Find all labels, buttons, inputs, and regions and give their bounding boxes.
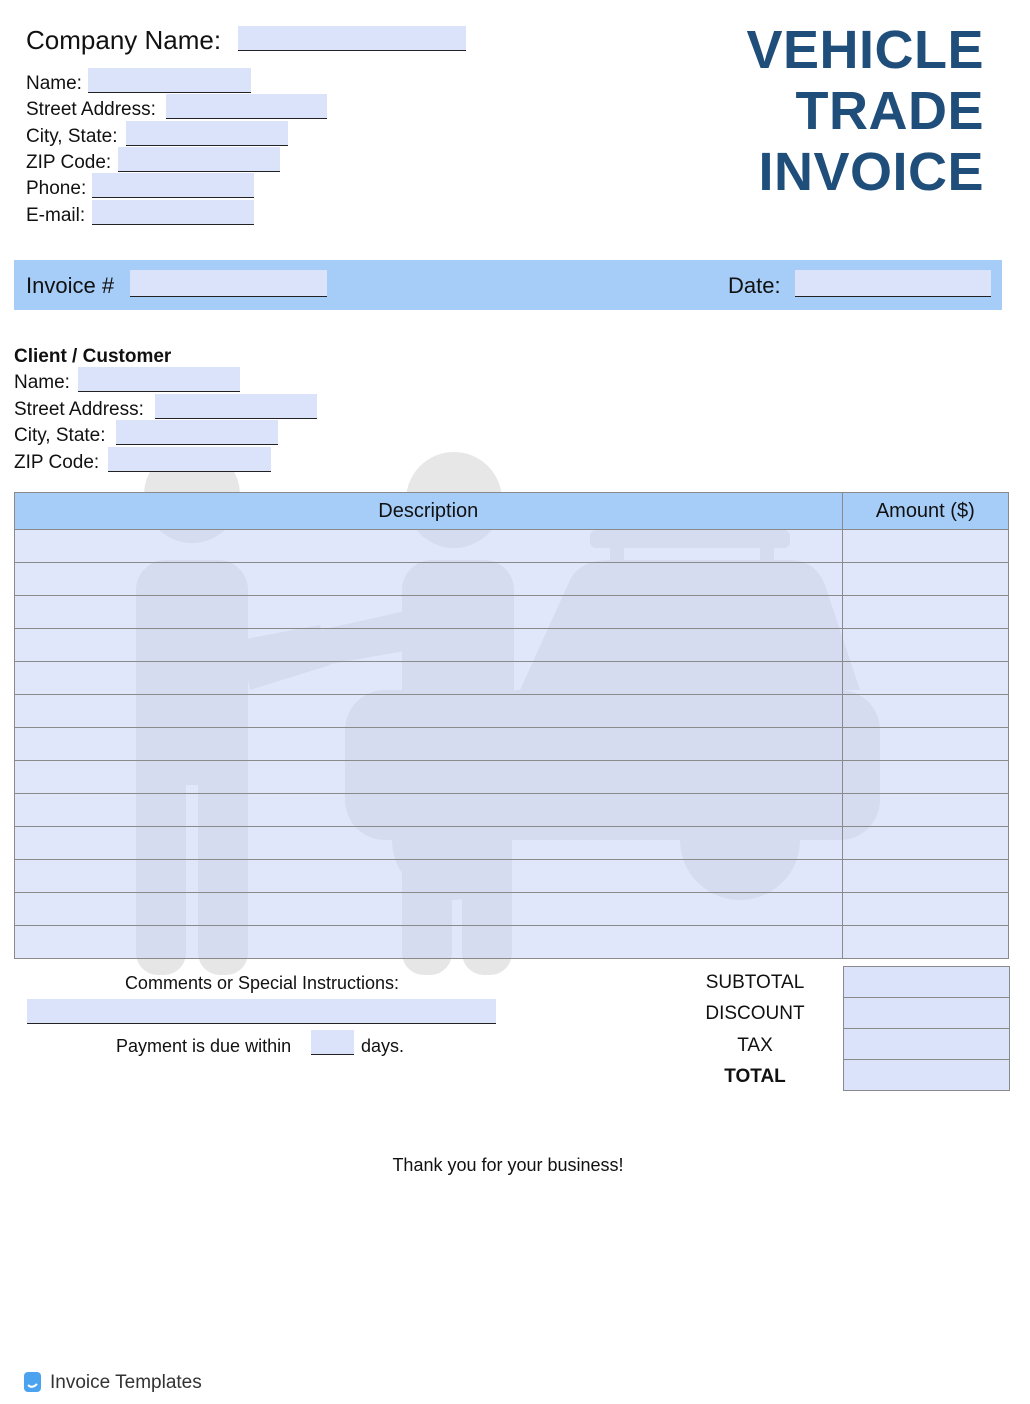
tax-field[interactable] bbox=[843, 1028, 1010, 1060]
company-zip-label: ZIP Code: bbox=[26, 152, 112, 173]
amount-cell[interactable] bbox=[842, 629, 1008, 662]
client-city-label: City, State: bbox=[14, 425, 106, 446]
table-row bbox=[15, 794, 1009, 827]
title-line-1: VEHICLE bbox=[746, 20, 984, 80]
payment-due-prefix: Payment is due within bbox=[116, 1036, 292, 1056]
table-row bbox=[15, 596, 1009, 629]
total-label: TOTAL bbox=[724, 1066, 786, 1087]
description-cell[interactable] bbox=[15, 860, 843, 893]
company-email-field[interactable] bbox=[92, 200, 254, 225]
company-street-field[interactable] bbox=[166, 94, 327, 119]
amount-cell[interactable] bbox=[842, 926, 1008, 959]
subtotal-label: SUBTOTAL bbox=[705, 972, 805, 993]
description-cell[interactable] bbox=[15, 695, 843, 728]
comments-label: Comments or Special Instructions: bbox=[124, 973, 400, 993]
table-row bbox=[15, 563, 1009, 596]
company-name-label: Company Name: bbox=[26, 25, 222, 55]
title-line-2: TRADE bbox=[795, 81, 984, 141]
description-cell[interactable] bbox=[15, 728, 843, 761]
description-cell[interactable] bbox=[15, 827, 843, 860]
company-name-field[interactable] bbox=[238, 26, 466, 51]
brand-name: Invoice Templates bbox=[50, 1372, 202, 1393]
items-table bbox=[14, 492, 1009, 959]
table-row bbox=[15, 629, 1009, 662]
description-cell[interactable] bbox=[15, 563, 843, 596]
table-row bbox=[15, 530, 1009, 563]
discount-field[interactable] bbox=[843, 997, 1010, 1029]
date-field[interactable] bbox=[795, 270, 991, 297]
total-field[interactable] bbox=[843, 1059, 1010, 1091]
invoice-templates-logo-icon bbox=[23, 1371, 43, 1393]
description-cell[interactable] bbox=[15, 761, 843, 794]
amount-cell[interactable] bbox=[842, 728, 1008, 761]
amount-cell[interactable] bbox=[842, 530, 1008, 563]
description-cell[interactable] bbox=[15, 629, 843, 662]
description-cell[interactable] bbox=[15, 893, 843, 926]
amount-cell[interactable] bbox=[842, 860, 1008, 893]
client-zip-field[interactable] bbox=[108, 447, 271, 472]
amount-cell[interactable] bbox=[842, 662, 1008, 695]
table-row bbox=[15, 926, 1009, 959]
date-label: Date: bbox=[728, 273, 781, 298]
invoice-number-field[interactable] bbox=[130, 270, 327, 297]
company-street-label: Street Address: bbox=[26, 99, 156, 120]
company-zip-field[interactable] bbox=[118, 147, 280, 172]
table-row bbox=[15, 893, 1009, 926]
company-email-label: E-mail: bbox=[26, 205, 86, 226]
client-street-field[interactable] bbox=[155, 394, 317, 419]
amount-cell[interactable] bbox=[842, 794, 1008, 827]
amount-cell[interactable] bbox=[842, 695, 1008, 728]
description-cell[interactable] bbox=[15, 530, 843, 563]
amount-header: Amount ($) bbox=[842, 493, 1008, 530]
subtotal-field[interactable] bbox=[843, 966, 1010, 998]
amount-cell[interactable] bbox=[842, 563, 1008, 596]
amount-cell[interactable] bbox=[842, 827, 1008, 860]
company-contact-name-field[interactable] bbox=[88, 68, 251, 93]
amount-cell[interactable] bbox=[842, 596, 1008, 629]
description-cell[interactable] bbox=[15, 926, 843, 959]
description-cell[interactable] bbox=[15, 794, 843, 827]
table-row bbox=[15, 695, 1009, 728]
comments-field[interactable] bbox=[27, 999, 496, 1024]
client-zip-label: ZIP Code: bbox=[14, 452, 100, 473]
table-row bbox=[15, 860, 1009, 893]
company-city-label: City, State: bbox=[26, 126, 118, 147]
company-phone-label: Phone: bbox=[26, 178, 87, 199]
payment-days-field[interactable] bbox=[311, 1030, 354, 1055]
client-city-field[interactable] bbox=[116, 420, 278, 445]
title-line-3: INVOICE bbox=[758, 142, 984, 202]
table-row bbox=[15, 761, 1009, 794]
invoice-number-label: Invoice # bbox=[26, 273, 115, 298]
thank-you-text: Thank you for your business! bbox=[392, 1155, 624, 1175]
table-row bbox=[15, 662, 1009, 695]
client-street-label: Street Address: bbox=[14, 399, 144, 420]
description-cell[interactable] bbox=[15, 596, 843, 629]
table-row bbox=[15, 728, 1009, 761]
payment-due-suffix: days. bbox=[361, 1036, 405, 1056]
table-row bbox=[15, 827, 1009, 860]
client-heading: Client / Customer bbox=[14, 346, 172, 367]
company-name-field-label: Name: bbox=[26, 73, 82, 94]
description-header: Description bbox=[15, 493, 843, 530]
client-name-field[interactable] bbox=[78, 367, 240, 392]
discount-label: DISCOUNT bbox=[705, 1003, 805, 1024]
description-cell[interactable] bbox=[15, 662, 843, 695]
company-phone-field[interactable] bbox=[92, 173, 254, 198]
tax-label: TAX bbox=[737, 1035, 773, 1056]
company-city-field[interactable] bbox=[126, 121, 288, 146]
client-name-label: Name: bbox=[14, 372, 70, 393]
amount-cell[interactable] bbox=[842, 761, 1008, 794]
amount-cell[interactable] bbox=[842, 893, 1008, 926]
